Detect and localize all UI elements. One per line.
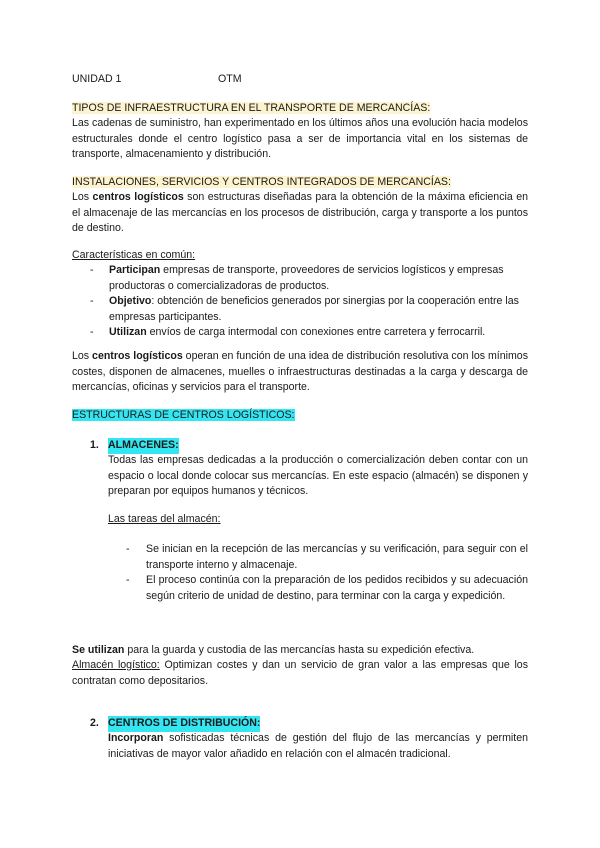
p1-post: son estructuras diseñadas para la obtención de la máxima eficiencia en el almacenaje de las mercancías en los procesos de distribución, carga y transporte a los puntos de destino.: [72, 191, 528, 235]
list-item-text: envíos de carga intermodal con conexiones entre carretera y ferrocarril.: [146, 326, 486, 338]
header-unit: UNIDAD 1: [72, 73, 122, 85]
list-item: [126, 542, 528, 573]
dash-bullet: -: [90, 295, 94, 307]
section-2-paragraph-1: [72, 190, 528, 237]
characteristics-subheading-text: Características en común:: [72, 249, 196, 261]
section-3-heading: [72, 408, 528, 424]
section-1-heading-text: TIPOS DE INFRAESTRUCTURA EN EL TRANSPORTE DE MERCANCÍAS:: [72, 102, 431, 114]
characteristics-list: [90, 263, 528, 341]
item-2-text: sofisticadas técnicas de gestión del flujo de las mercancías y permiten iniciativas de mayor valor añadido en relación con el almacén tradicional.: [108, 732, 528, 760]
dash-bullet: -: [90, 264, 94, 276]
usage-bold: Se utilizan: [72, 644, 125, 656]
header-code: OTM: [218, 73, 242, 85]
list-item: [90, 263, 528, 294]
item-2-title-text: CENTROS DE DISTRIBUCIÓN:: [108, 716, 260, 732]
section-1-heading: [72, 101, 528, 117]
tasks-subheading-text: Las tareas del almacén:: [108, 513, 221, 525]
p2-post: operan en función de una idea de distribución resolutiva con los mínimos costes, disponen de almacenes, muelles o infraestructuras destinadas a la carga y descarga de mercancías, oficinas y servicios para el transporte.: [72, 350, 528, 394]
item-2-bold: Incorporan: [108, 732, 164, 744]
p2-pre: Los: [72, 350, 93, 362]
dash-bullet: -: [90, 326, 94, 338]
p1-bold: centros logísticos: [92, 191, 184, 203]
list-item-bold: Participan: [109, 264, 161, 276]
section-2-heading: [72, 175, 528, 191]
item-2-number: 2.: [90, 717, 99, 729]
list-item-text: empresas de transporte, proveedores de servicios logísticos y empresas productoras o comercializadoras de productos.: [109, 264, 504, 292]
list-item: [126, 573, 528, 604]
dash-bullet: -: [126, 574, 130, 586]
section-2-paragraph-2: [72, 349, 528, 396]
logistic-warehouse-text: Optimizan costes y dan un servicio de gran valor a las empresas que los contratan como depositarios.: [72, 659, 528, 687]
usage-line: [72, 643, 528, 659]
list-item: [90, 325, 528, 341]
item-1-title-text: ALMACENES:: [108, 438, 179, 454]
list-item-text: Se inician en la recepción de las mercancías y su verificación, para seguir con el transporte interno y almacenaje.: [146, 543, 528, 571]
list-item-text: El proceso continúa con la preparación de los pedidos recibidos y su adecuación según criterio de unidad de destino, para terminar con la carga y expedición.: [146, 574, 528, 602]
p1-pre: Los: [72, 191, 93, 203]
list-item-bold: Objetivo: [109, 295, 152, 307]
list-item: [90, 294, 528, 325]
item-1-number: 1.: [90, 439, 99, 451]
item-2-paragraph: [108, 731, 528, 762]
section-1-paragraph: Las cadenas de suministro, han experimentado en los últimos años una evolución hacia modelos estructurales donde el centro logístico pasa a ser de importancia vital en los sistemas de transporte, almacenamiento y distribución.: [72, 117, 528, 161]
section-3-heading-text: ESTRUCTURAS DE CENTROS LOGÍSTICOS:: [72, 409, 295, 421]
list-item-bold: Utilizan: [109, 326, 147, 338]
tasks-subheading: [108, 512, 528, 528]
logistic-warehouse-label: Almacén logístico:: [72, 659, 160, 671]
characteristics-subheading: [72, 248, 528, 264]
usage-text: para la guarda y custodia de las mercancías hasta su expedición efectiva.: [124, 644, 475, 656]
tasks-list: [126, 542, 528, 604]
logistic-warehouse-paragraph: [72, 658, 528, 689]
dash-bullet: -: [126, 543, 130, 555]
item-1-paragraph: Todas las empresas dedicadas a la producción o comercialización deben contar con un espacio o local donde colocar sus mercancías. En este espacio (almacén) se disponen y preparan por equipos humanos y técnicos.: [108, 454, 528, 498]
section-2-heading-text: INSTALACIONES, SERVICIOS Y CENTROS INTEGRADOS DE MERCANCÍAS:: [72, 176, 451, 188]
p2-bold: centros logísticos: [92, 350, 183, 362]
list-item-text: : obtención de beneficios generados por sinergias por la cooperación entre las empresas participantes.: [109, 295, 519, 323]
